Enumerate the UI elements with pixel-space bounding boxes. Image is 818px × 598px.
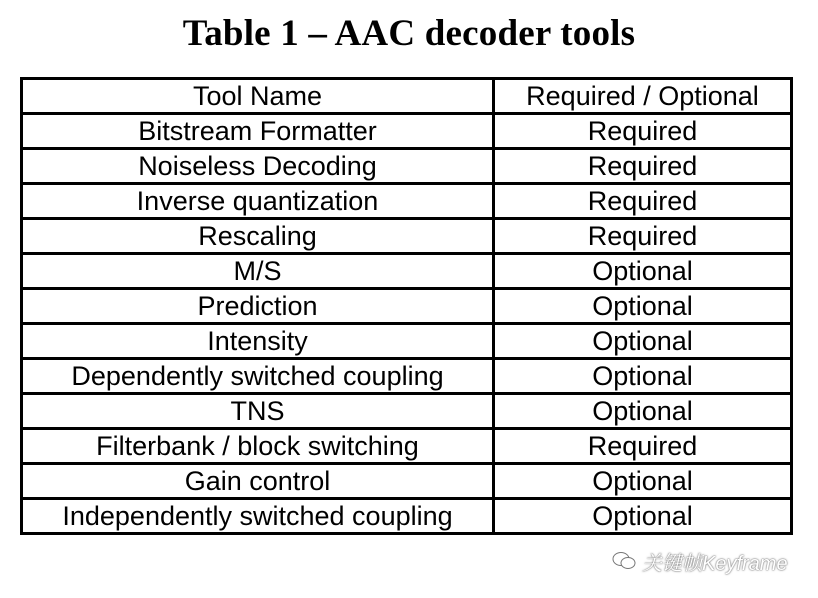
- requirement-cell: Optional: [494, 464, 792, 499]
- requirement-cell: Required: [494, 429, 792, 464]
- watermark-text: 关键帧Keyframe: [642, 552, 788, 575]
- requirement-cell: Optional: [494, 359, 792, 394]
- tool-name-cell: M/S: [22, 254, 494, 289]
- table-row: [22, 464, 792, 499]
- decoder-tools-table-container: [20, 77, 790, 535]
- tool-name-cell: Noiseless Decoding: [22, 149, 494, 184]
- requirement-cell: Optional: [494, 499, 792, 534]
- table-row: [22, 254, 792, 289]
- requirement-cell: Optional: [494, 289, 792, 324]
- column-header-required-optional: Required / Optional: [494, 79, 792, 114]
- requirement-cell: Optional: [494, 394, 792, 429]
- table-header-row: [22, 79, 792, 114]
- table-row: [22, 359, 792, 394]
- column-header-tool-name: Tool Name: [22, 79, 494, 114]
- table-row: [22, 324, 792, 359]
- tool-name-cell: Independently switched coupling: [22, 499, 494, 534]
- tool-name-cell: Rescaling: [22, 219, 494, 254]
- requirement-cell: Required: [494, 184, 792, 219]
- table-row: [22, 429, 792, 464]
- table-row: [22, 114, 792, 149]
- requirement-cell: Required: [494, 114, 792, 149]
- tool-name-cell: Dependently switched coupling: [22, 359, 494, 394]
- tool-name-cell: Intensity: [22, 324, 494, 359]
- tool-name-cell: Filterbank / block switching: [22, 429, 494, 464]
- tool-name-cell: Bitstream Formatter: [22, 114, 494, 149]
- table-row: [22, 219, 792, 254]
- requirement-cell: Required: [494, 149, 792, 184]
- decoder-tools-table: [20, 77, 793, 535]
- table-row: [22, 149, 792, 184]
- requirement-cell: Optional: [494, 254, 792, 289]
- chat-bubbles-icon: [612, 551, 636, 571]
- tool-name-cell: TNS: [22, 394, 494, 429]
- tool-name-cell: Prediction: [22, 289, 494, 324]
- table-row: [22, 394, 792, 429]
- table-row: [22, 499, 792, 534]
- table-row: [22, 184, 792, 219]
- requirement-cell: Required: [494, 219, 792, 254]
- tool-name-cell: Gain control: [22, 464, 494, 499]
- requirement-cell: Optional: [494, 324, 792, 359]
- table-title: Table 1 – AAC decoder tools: [182, 13, 636, 54]
- watermark: [612, 546, 788, 576]
- table-row: [22, 289, 792, 324]
- tool-name-cell: Inverse quantization: [22, 184, 494, 219]
